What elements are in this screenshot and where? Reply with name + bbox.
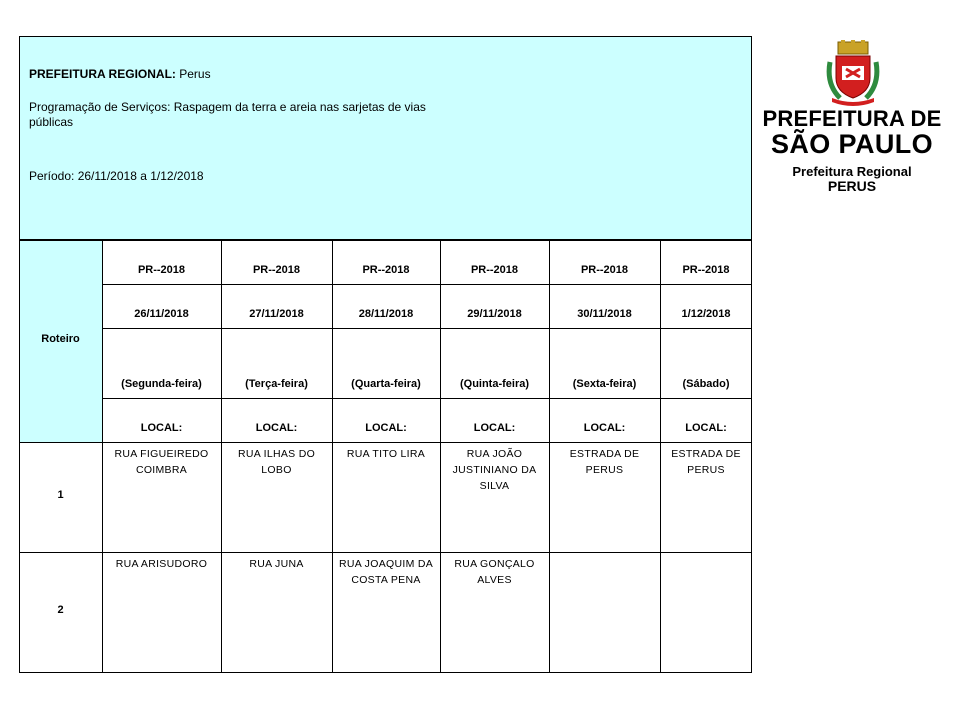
table-gridline [19,240,752,241]
table-gridline [660,240,661,673]
column-local: LOCAL: [583,422,626,434]
table-gridline [332,240,333,673]
programacao-line [29,100,429,130]
street-cell: RUA JUNA [249,558,304,570]
table-gridline [102,328,752,329]
regional-line [29,67,211,82]
table-gridline [751,240,752,673]
table-gridline [102,398,752,399]
column-local: LOCAL: [140,422,183,434]
logo-line-3: Prefeitura Regional [792,164,912,179]
prefeitura-logo [762,40,942,200]
street-cell: RUA GONÇALO ALVES [454,558,535,586]
column-local: LOCAL: [685,422,727,434]
table-gridline [19,442,752,443]
schedule-table [19,240,752,673]
logo-line-1: PREFEITURA DE [762,106,942,131]
info-box [19,36,752,240]
column-date: 1/12/2018 [681,308,731,320]
programacao-value: Raspagem da terra e areia nas sarjetas de vias públicas [29,100,426,129]
column-date: 29/11/2018 [467,308,522,320]
column-weekday: (Quarta-feira) [351,378,421,390]
periodo-value: 26/11/2018 a 1/12/2018 [74,169,204,183]
column-code: PR--2018 [137,264,186,276]
table-gridline [440,240,441,673]
roteiro-number: 1 [57,489,64,501]
column-date: 28/11/2018 [358,308,414,320]
column-local: LOCAL: [365,422,407,434]
column-weekday: (Quinta-feira) [459,378,530,390]
column-weekday: (Sexta-feira) [572,378,637,390]
street-cell: RUA ARISUDORO [115,558,208,570]
column-code: PR--2018 [580,264,629,276]
street-cell: RUA JOÃO JUSTINIANO DA SILVA [452,448,537,492]
column-weekday: (Terça-feira) [245,378,308,390]
column-date: 27/11/2018 [249,308,304,320]
brasao-icon [824,40,882,106]
table-gridline [549,240,550,673]
table-gridline [221,240,222,673]
column-local: LOCAL: [473,422,516,434]
column-date: 30/11/2018 [577,308,632,320]
roteiro-label: Roteiro [41,333,80,345]
column-code: PR--2018 [252,264,301,276]
table-gridline [19,672,752,673]
logo-line-4: PERUS [827,178,877,194]
street-cell: RUA JOAQUIM DA COSTA PENA [338,558,434,586]
periodo-label: Período: [29,169,75,183]
column-local: LOCAL: [255,422,298,434]
street-cell: RUA ILHAS DO LOBO [237,448,316,476]
table-gridline [102,240,103,673]
column-date: 26/11/2018 [134,308,189,320]
table-gridline [19,552,752,553]
street-cell: RUA TITO LIRA [346,448,426,460]
regional-label: PREFEITURA REGIONAL: [29,67,176,81]
column-weekday: (Segunda-feira) [121,378,202,390]
roteiro-number: 2 [57,604,64,616]
street-cell: RUA FIGUEIREDO COIMBRA [114,448,209,476]
table-gridline [102,284,752,285]
column-code: PR--2018 [362,264,410,276]
column-code: PR--2018 [682,264,730,276]
programacao-label: Programação de Serviços: [29,100,171,114]
periodo-line [29,169,204,184]
column-weekday: (Sábado) [682,378,730,390]
column-code: PR--2018 [470,264,519,276]
street-cell: ESTRADA DE PERUS [671,448,741,476]
logo-line-2: SÃO PAULO [770,129,934,159]
street-cell: ESTRADA DE PERUS [569,448,640,476]
table-gridline [19,240,20,673]
regional-value: Perus [175,67,211,81]
